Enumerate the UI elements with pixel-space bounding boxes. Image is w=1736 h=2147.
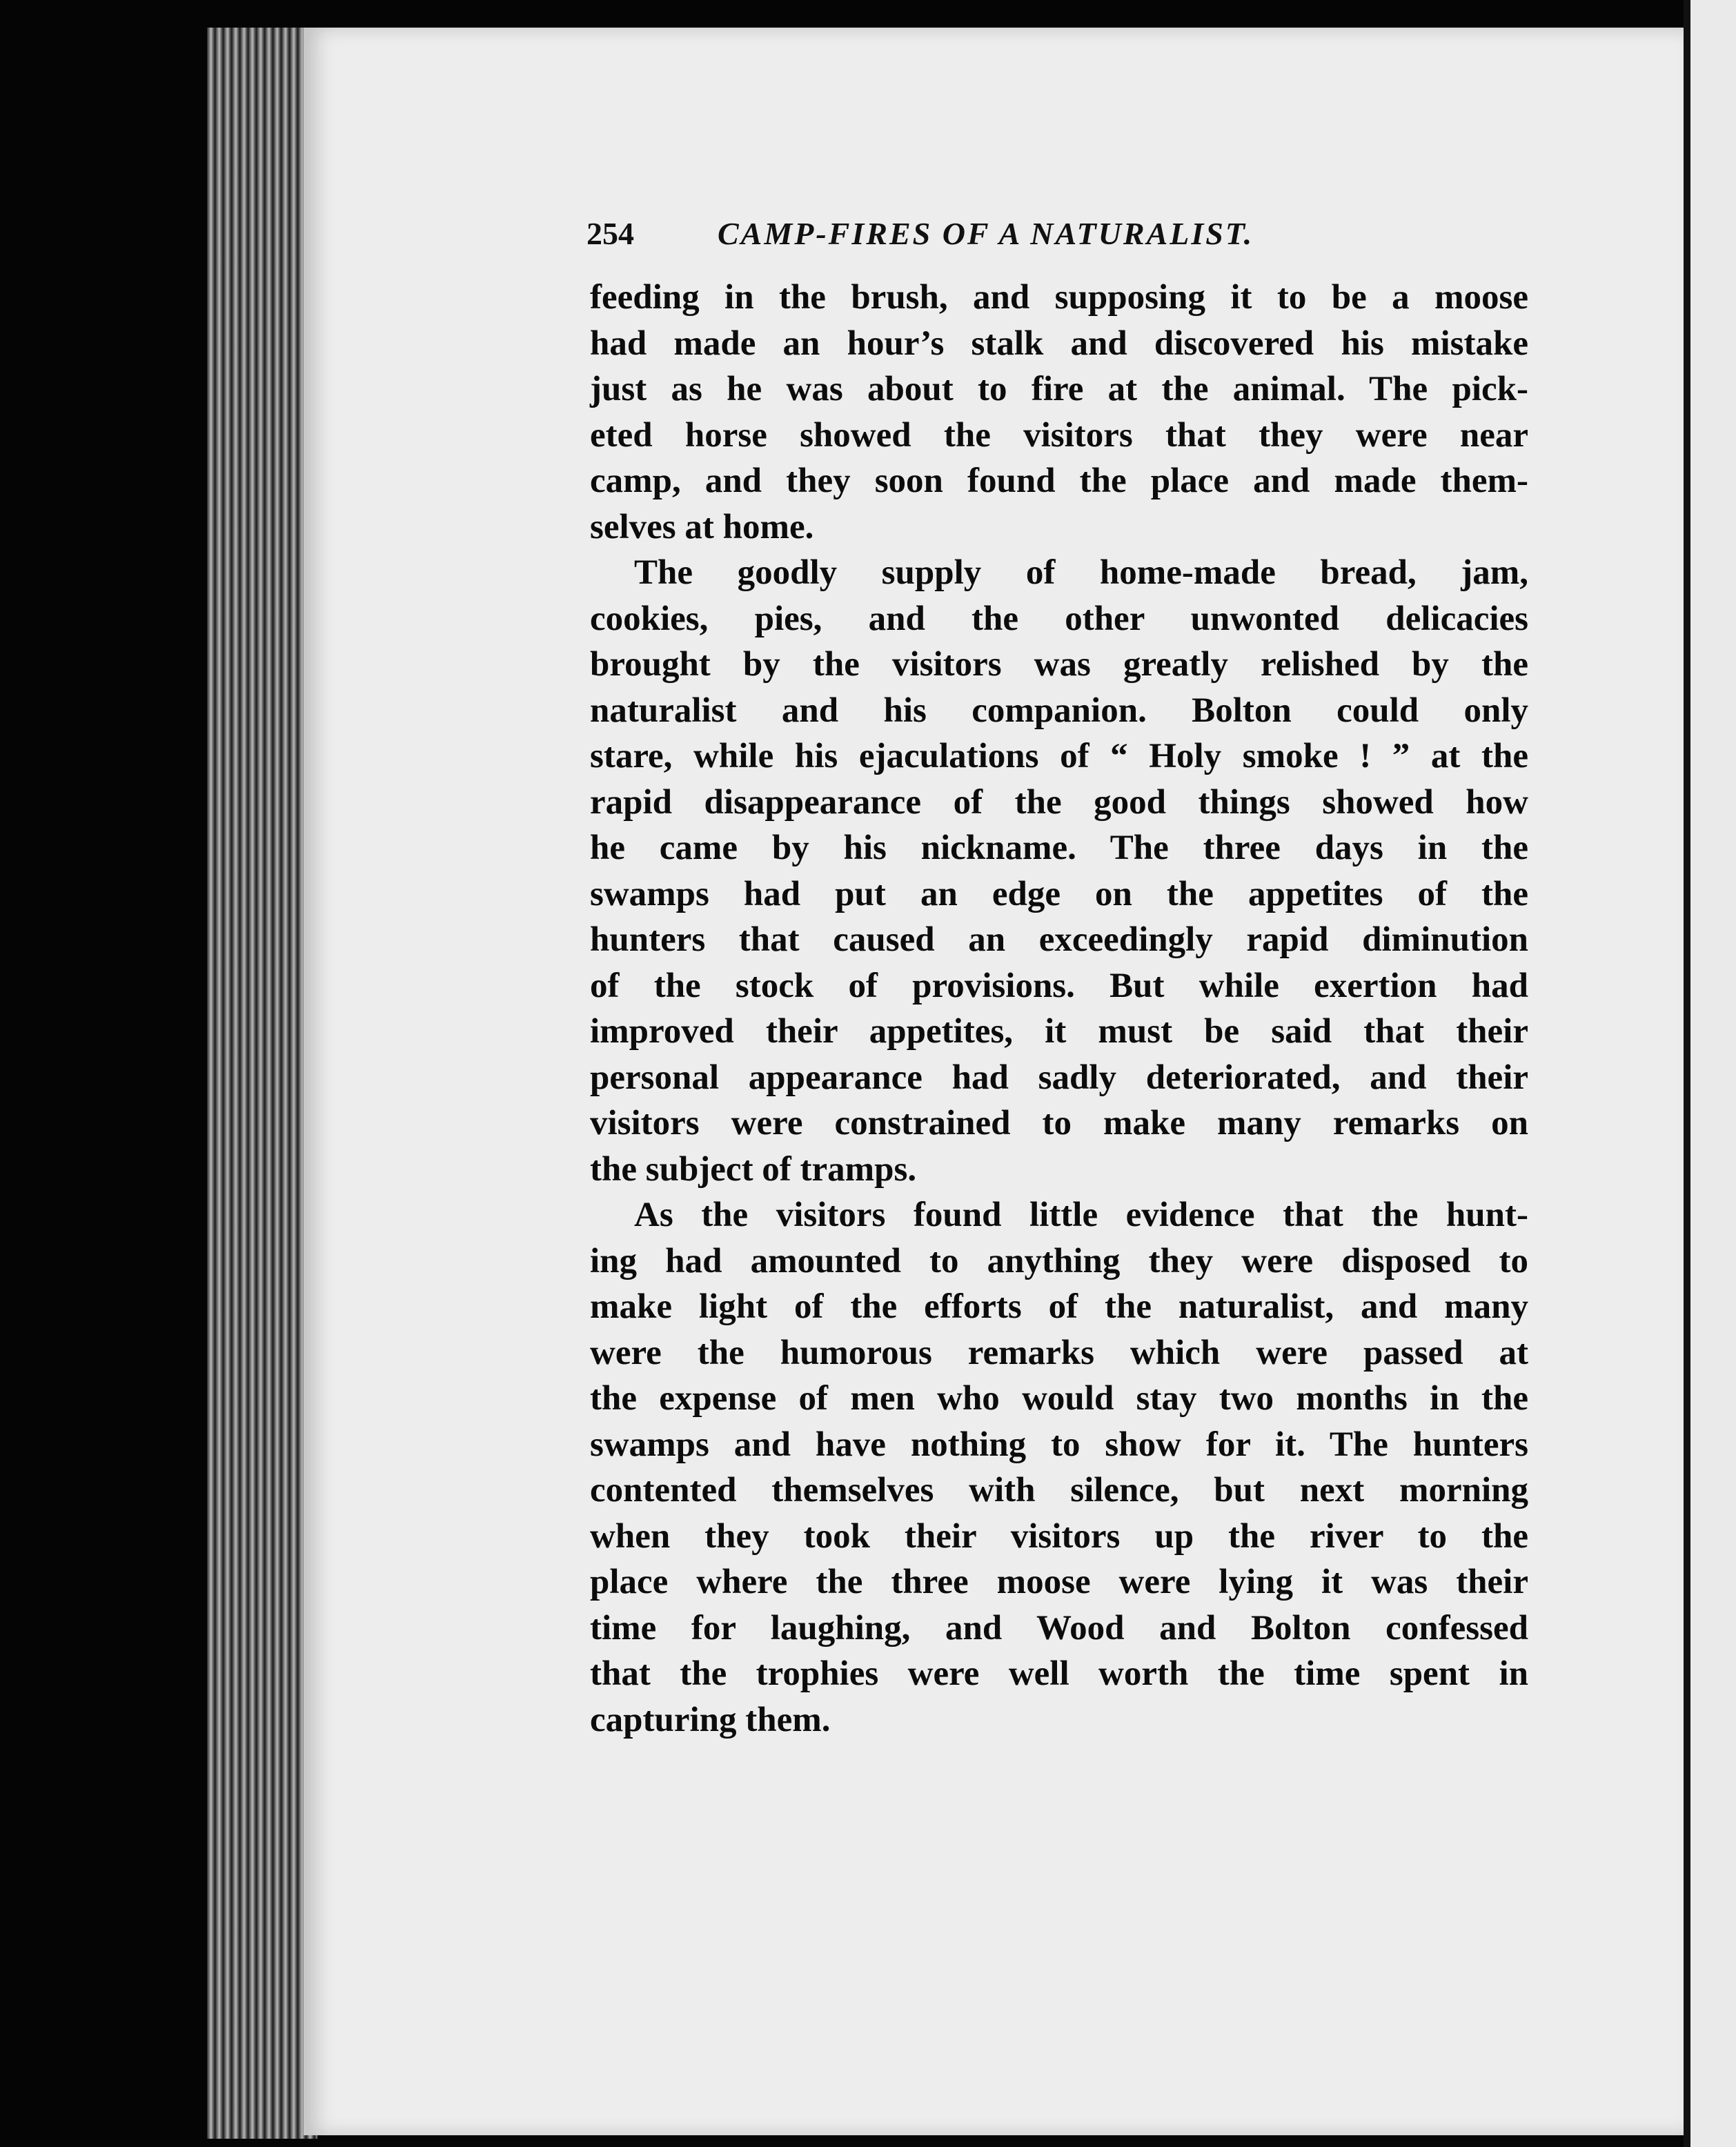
page-edges: [207, 28, 317, 2139]
text-line: when they took their visitors up the river to the: [590, 1516, 1528, 1556]
text-line: cookies, pies, and the other unwonted delicacies: [590, 599, 1528, 638]
text-line: the subject of tramps.: [590, 1149, 917, 1189]
page-number: 254: [586, 216, 634, 251]
text-line: swamps had put an edge on the appetites of the: [590, 874, 1528, 913]
text-line: hunters that caused an exceedingly rapid diminution: [590, 920, 1528, 959]
text-line: brought by the visitors was greatly relished by the: [590, 645, 1528, 684]
text-line: feeding in the brush, and supposing it to be a moose: [590, 278, 1528, 317]
text-line: capturing them.: [590, 1700, 831, 1739]
text-line: eted horse showed the visitors that they were near: [590, 415, 1528, 455]
text-line: had made an hour’s stalk and discovered his mistake: [590, 324, 1528, 363]
text-line: naturalist and his companion. Bolton could only: [590, 691, 1528, 730]
text-line: were the humorous remarks which were passed at: [590, 1333, 1528, 1372]
text-line: stare, while his ejaculations of “ Holy smoke ! ” at the: [590, 737, 1528, 775]
text-line: of the stock of provisions. But while exertion had: [590, 966, 1528, 1005]
text-line: place where the three moose were lying it was their: [590, 1563, 1528, 1601]
text-line: selves at home.: [590, 507, 814, 546]
text-line: he came by his nickname. The three days in the: [590, 829, 1528, 867]
text-line: As the visitors found little evidence that the hunt-: [634, 1196, 1528, 1234]
running-title: CAMP-FIRES OF A NATURALIST.: [718, 216, 1254, 251]
text-line: that the trophies were well worth the time spent in: [590, 1654, 1528, 1693]
paragraph: [590, 550, 1528, 1192]
text-line: just as he was about to fire at the animal. The pick-: [590, 370, 1528, 408]
text-line: rapid disappearance of the good things showed how: [590, 782, 1528, 822]
page-header: [586, 215, 1456, 264]
text-line: ing had amounted to anything they were disposed to: [590, 1241, 1528, 1280]
text-line: the expense of men who would stay two months in the: [590, 1379, 1528, 1418]
text-line: make light of the efforts of the naturalist, and many: [590, 1287, 1528, 1326]
text-line: time for laughing, and Wood and Bolton confessed: [590, 1608, 1528, 1648]
body-text: [590, 275, 1528, 1743]
text-line: The goodly supply of home-made bread, jam,: [634, 553, 1528, 592]
paragraph: [590, 275, 1528, 550]
text-line: improved their appetites, it must be said that their: [590, 1012, 1528, 1051]
text-line: personal appearance had sadly deteriorated, and their: [590, 1058, 1528, 1097]
text-line: contented themselves with silence, but next morning: [590, 1471, 1528, 1510]
text-line: camp, and they soon found the place and made them-: [590, 462, 1528, 500]
facing-page-edge: [1684, 0, 1736, 2147]
paragraph: [590, 1192, 1528, 1743]
text-line: visitors were constrained to make many remarks on: [590, 1104, 1528, 1142]
text-line: swamps and have nothing to show for it. The hunters: [590, 1425, 1528, 1464]
